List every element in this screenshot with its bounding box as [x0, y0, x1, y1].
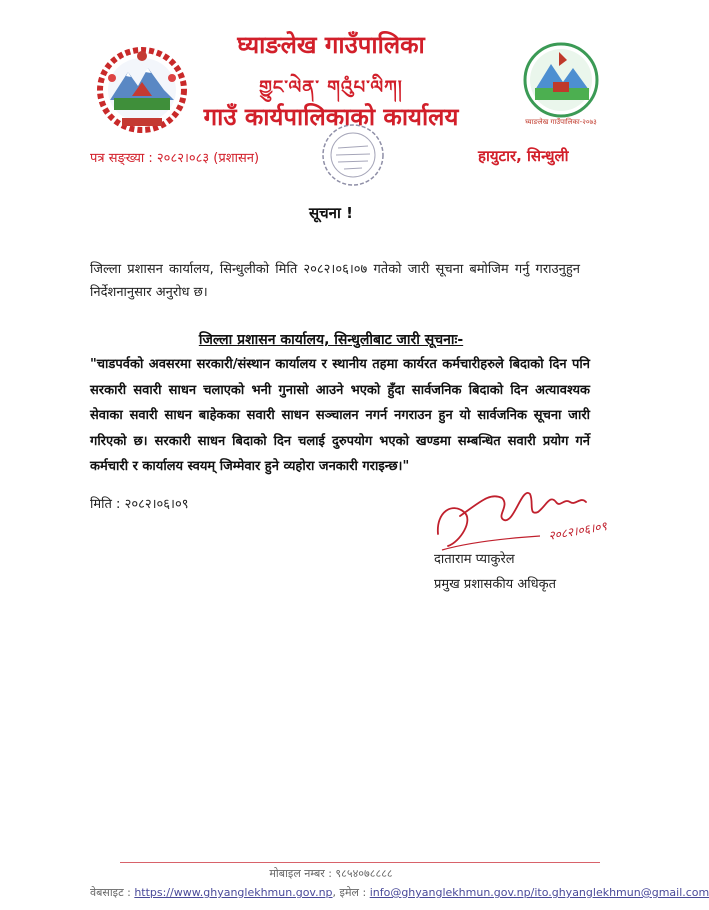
- footer-contact-line: [90, 885, 709, 900]
- footer-mobile-number: मोबाइल नम्बर : ९८५४०७८८८८: [269, 867, 393, 880]
- footer-divider: [120, 862, 600, 863]
- notice-date: मिति : २०८२।०६।०९: [90, 497, 189, 512]
- website-link[interactable]: https://www.ghyanglekhmun.gov.np: [134, 886, 333, 899]
- municipality-name: घ्याङलेख गाउँपालिका: [237, 31, 425, 59]
- signatory-designation: प्रमुख प्रशासकीय अधिकृत: [434, 577, 557, 592]
- handwritten-sign-date: २०८२।०६।०९: [547, 518, 608, 544]
- email-label: , इमेल :: [332, 886, 370, 899]
- office-seal-stamp: [318, 120, 388, 190]
- notice-intro-paragraph: जिल्ला प्रशासन कार्यालय, सिन्धुलीको मिति २०८२।०६।०७ गतेको जारी सूचना बमोजिम गर्नु गराउनुहुन निर्देशनानुसार अनुरोध छ।: [90, 262, 580, 300]
- letter-number: पत्र सङ्ख्या : २०८२।०८३ (प्रशासन): [90, 151, 260, 166]
- office-address: हायुटार, सिन्धुली: [478, 147, 569, 165]
- signatory-name: दाताराम प्याकुरेल: [434, 552, 515, 567]
- notice-title: सूचना !: [309, 204, 353, 222]
- office-title: गाउँ कार्यपालिकाको कार्यालय: [203, 103, 459, 131]
- svg-text:घ्याङलेख गाउँपालिका-२०७३: घ्याङलेख गाउँपालिका-२०७३: [525, 118, 597, 126]
- municipality-name-tibetan: གྱུང་ལེན་ གའུཾཔ་ལིཀ།: [259, 77, 403, 98]
- website-label: वेबसाइट :: [90, 886, 135, 899]
- dao-notice-body: "चाडपर्वको अवसरमा सरकारी/संस्थान कार्यालय र स्थानीय तहमा कार्यरत कर्मचारीहरुले बिदाको दिन पनि सरकारी सवारी साधन चलाएको भनी गुनासो आउने भएको हुँदा सार्वजनिक बिदाको दिन अत्यावश्यक सेवाका सवारी साधन बाहेकका सवारी साधन सञ्चालन नगर्न नगराउन हुन यो सार्वजनिक सूचना जारी गरिएको छ। सरकारी साधन बिदाको दिन चलाई दुरुपयोग भएको खण्डमा सम्बन्धित सवारी प्रयोग गर्ने कर्मचारी र कार्यालय स्वयम् जिम्मेवार हुने व्यहोरा जनकारी गराइन्छ।": [90, 357, 590, 474]
- dao-notice-heading: जिल्ला प्रशासन कार्यालय, सिन्धुलीबाट जारी सूचनाः-: [198, 332, 464, 348]
- email-link[interactable]: info@ghyanglekhmun.gov.np/ito.ghyanglekhmun@gmail.com: [369, 886, 709, 899]
